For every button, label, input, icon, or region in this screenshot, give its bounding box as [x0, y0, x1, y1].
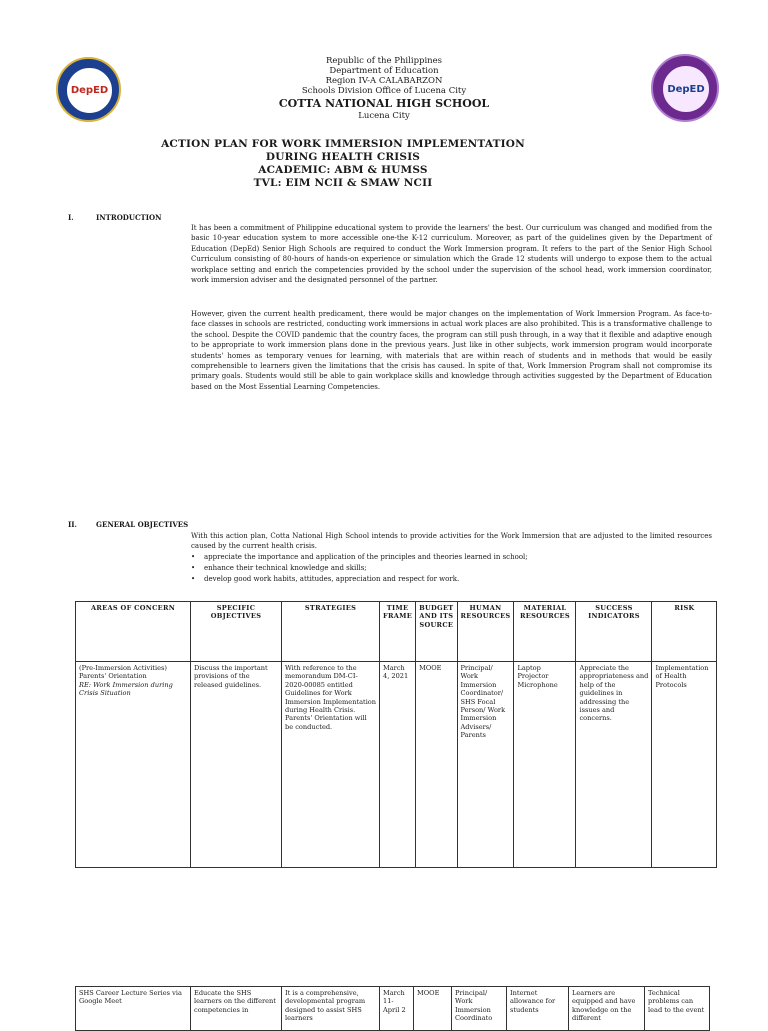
objective-text-1: appreciate the importance and application of the principles and theories learned in school; — [204, 553, 528, 561]
header-region: Region IV-A CALABARZON — [325, 76, 443, 86]
cell-time-frame: March 4, 2021 — [380, 662, 416, 868]
cell-strategies: It is a comprehensive, developmental program designed to assist SHS learners — [282, 987, 380, 1031]
cell-budget: MOOE — [416, 662, 457, 868]
col-header: HUMAN RESOURCES — [457, 602, 514, 662]
header-department: Department of Education — [329, 66, 439, 76]
objective-text-3: develop good work habits, attitudes, appreciation and respect for work. — [204, 575, 460, 583]
doc-title-line1: ACTION PLAN FOR WORK IMMERSION IMPLEMENTATION — [161, 138, 525, 150]
col-header: MATERIAL RESOURCES — [514, 602, 576, 662]
objective-text-2: enhance their technical knowledge and skills; — [204, 564, 367, 572]
action-plan-table-continued — [75, 986, 710, 1031]
cell-human-resources: Principal/ Work Immersion Coordinato — [452, 987, 507, 1031]
seal-right-text: DepED — [667, 83, 705, 95]
doc-title-line3: ACADEMIC: ABM & HUMSS — [258, 164, 428, 176]
area-line-b: Parents' Orientation — [79, 672, 147, 681]
doc-title-line4: TVL: EIM NCII & SMAW NCII — [253, 177, 433, 189]
cell-material-resources: Internet allowance for students — [507, 987, 569, 1031]
doc-title-line2: DURING HEALTH CRISIS — [265, 151, 421, 163]
cell-strategies: With reference to the memorandum DM-CI-2020-00085 entitled Guidelines for Work Immersion Implementation during Health Crisis. Parents' Orientation will be conducted. — [282, 662, 380, 868]
objective-item: • appreciate the importance and application of the principles and theories learned in school; — [191, 553, 528, 561]
header-city: Lucena City — [358, 111, 410, 121]
col-header: RISK — [652, 602, 717, 662]
cell-time-frame: March 11- April 2 — [380, 987, 414, 1031]
header-republic: Republic of the Philippines — [325, 56, 443, 66]
col-header: TIME FRAME — [380, 602, 416, 662]
cell-success-indicators: Learners are equipped and have knowledge on the different — [569, 987, 645, 1031]
seal-left-text: DepED — [70, 85, 109, 96]
intro-paragraph-1: It has been a commitment of Philippine educational system to provide the learners' the best. Our curriculum was changed and modified from the basic 10-year education system to more accessible one-the K-12 curriculum. Moreover, as part of the guidelines given by the Department of Education (DepEd) Senior High Schools are required to conduct the Work Immersion program. It refers to the part of the Senior High School Curriculum consisting of 80-hours of hands-on experience or simulation which the Grade 12 students will undergo to expose them to the actual workplace setting and enrich the competencies provided by the school under the supervision of the school head, work immersion coordinator, work immersion adviser and the designated personnel of the partner. — [191, 224, 712, 285]
header-division: Schools Division Office of Lucena City — [301, 86, 467, 96]
objectives-intro: With this action plan, Cotta National High School intends to provide activities for the Work Immersion that are adjusted to the limited resources caused by the current health crisis. — [191, 532, 712, 551]
col-header: STRATEGIES — [282, 602, 380, 662]
section-2-number: II. — [68, 520, 77, 529]
section-1-number: I. — [68, 213, 74, 222]
cell-objectives: Discuss the important provisions of the released guidelines. — [191, 662, 282, 868]
cell-risk: Technical problems can lead to the event — [645, 987, 710, 1031]
col-header: BUDGET AND ITS SOURCE — [416, 602, 457, 662]
area-line-c: RE: Work Immersion during Crisis Situation — [79, 680, 173, 698]
school-name: COTTA NATIONAL HIGH SCHOOL — [278, 97, 490, 110]
cell-area: SHS Career Lecture Series via Google Meet — [76, 987, 191, 1031]
col-header: SUCCESS INDICATORS — [576, 602, 652, 662]
cell-budget: MOOE — [414, 987, 452, 1031]
cell-material-resources: Laptop Projector Microphone — [514, 662, 576, 868]
area-line-a: (Pre-Immersion Activities) — [79, 664, 167, 672]
table-header-row — [76, 602, 717, 662]
cell-area — [76, 662, 191, 868]
cell-objectives: Educate the SHS learners on the different competencies in — [191, 987, 282, 1031]
col-header: SPECIFIC OBJECTIVES — [191, 602, 282, 662]
section-1-heading: INTRODUCTION — [96, 213, 162, 222]
cell-risk: Implementation of Health Protocols — [652, 662, 717, 868]
intro-paragraph-2: However, given the current health predicament, there would be major changes on the implementation of Work Immersion Program. As face-to-face classes in schools are restricted, conducting work immersions in actual work places are also prohibited. This is a transformative challenge to the school. Despite the COVID pandemic that the country faces, the program can still push through, in a way that it flexible and adaptive enough to be appropriate to work immersion plans done in the previous years. Just like in other subjects, work immersion program would incorporate students' homes as temporary venues for learning, with materials that are within reach of students and in methods that would be easily comprehensible to learners given the limitations that the crisis has caused. In spite of that, Work Immersion Program shall not compromise its primary goals. Students would still be able to gain workplace skills and knowledge through activities suggested by the Department of Education based on the Most Essential Learning Competencies. — [191, 310, 712, 391]
table-row — [76, 662, 717, 868]
cell-human-resources: Principal/ Work Immersion Coordinator/ SHS Focal Person/ Work Immersion Advisers/ Parents — [457, 662, 514, 868]
objective-item: • enhance their technical knowledge and skills; — [191, 564, 367, 572]
action-plan-table — [75, 601, 717, 868]
cell-success-indicators: Appreciate the appropriateness and help of the guidelines in addressing the issues and concerns. — [576, 662, 652, 868]
objective-item: • develop good work habits, attitudes, appreciation and respect for work. — [191, 575, 460, 583]
section-2-heading: GENERAL OBJECTIVES — [96, 520, 189, 529]
col-header: AREAS OF CONCERN — [76, 602, 191, 662]
